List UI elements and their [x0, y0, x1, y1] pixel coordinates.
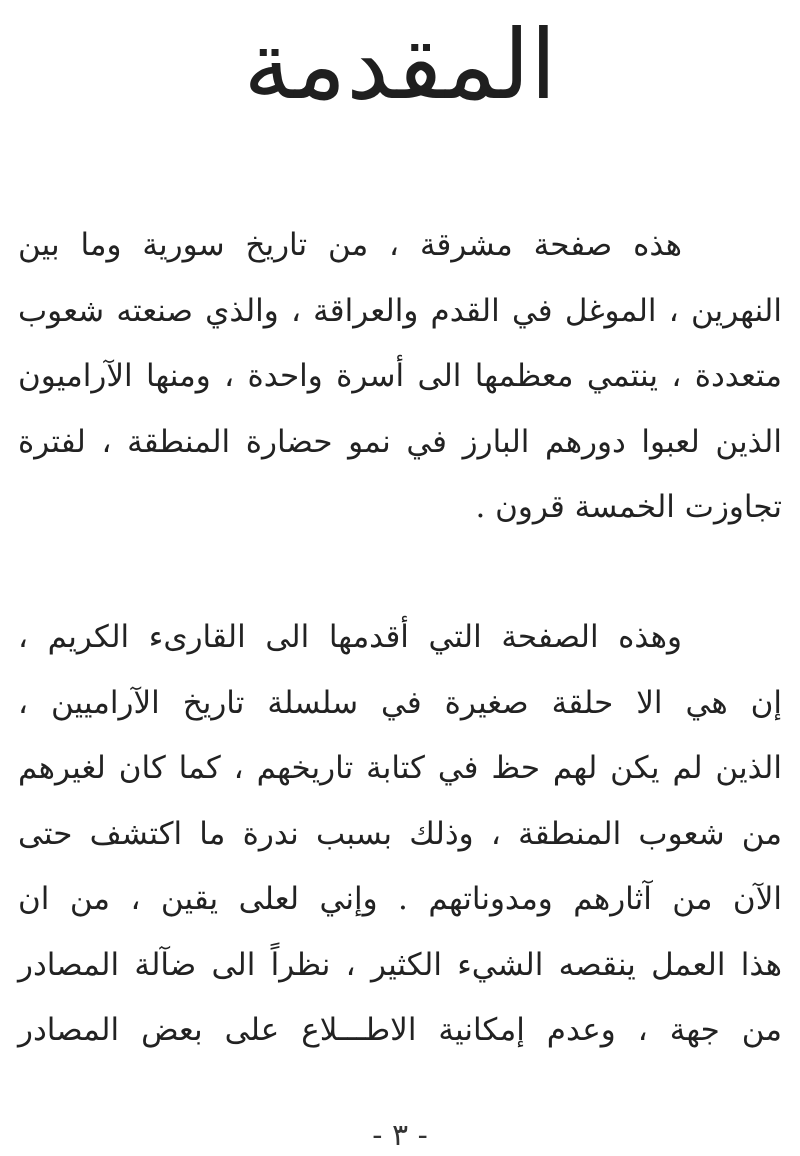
text-line: هذا العمل ينقصه الشيء الكثير ، نظراً الى ضآلة المصادر [18, 946, 782, 983]
text-line: من شعوب المنطقة ، وذلك بسبب ندرة ما اكتشف حتى [18, 815, 782, 852]
text-line: من جهة ، وعدم إمكانية الاطـــلاع على بعض المصادر [18, 1012, 782, 1048]
text-line: وهذه الصفحة التي أقدمها الى القارىء الكريم ، [18, 619, 682, 655]
page-title: المقدمة [243, 9, 557, 121]
text-line: هذه صفحة مشرقة ، من تاريخ سورية وما بين [18, 227, 682, 263]
page-number: - ٣ - [372, 1118, 428, 1153]
text-line: الذين لعبوا دورهم البارز في نمو حضارة المنطقة ، لفترة [18, 423, 782, 460]
text-line: الآن من آثارهم ومدوناتهم . وإني لعلى يقين ، من ان [18, 881, 782, 917]
paragraph-1 [18, 213, 782, 541]
paragraph-2 [18, 605, 782, 1064]
text-line: تجاوزت الخمسة قرون . [475, 489, 782, 525]
text-line: النهرين ، الموغل في القدم والعراقة ، والذي صنعته شعوب [18, 292, 782, 329]
text-line: إن هي الا حلقة صغيرة في سلسلة تاريخ الآراميين ، [18, 684, 782, 721]
text-line: متعددة ، ينتمي معظمها الى أسرة واحدة ، ومنها الآراميون [18, 358, 782, 394]
text-line: الذين لم يكن لهم حظ في كتابة تاريخهم ، كما كان لغيرهم [18, 750, 782, 786]
